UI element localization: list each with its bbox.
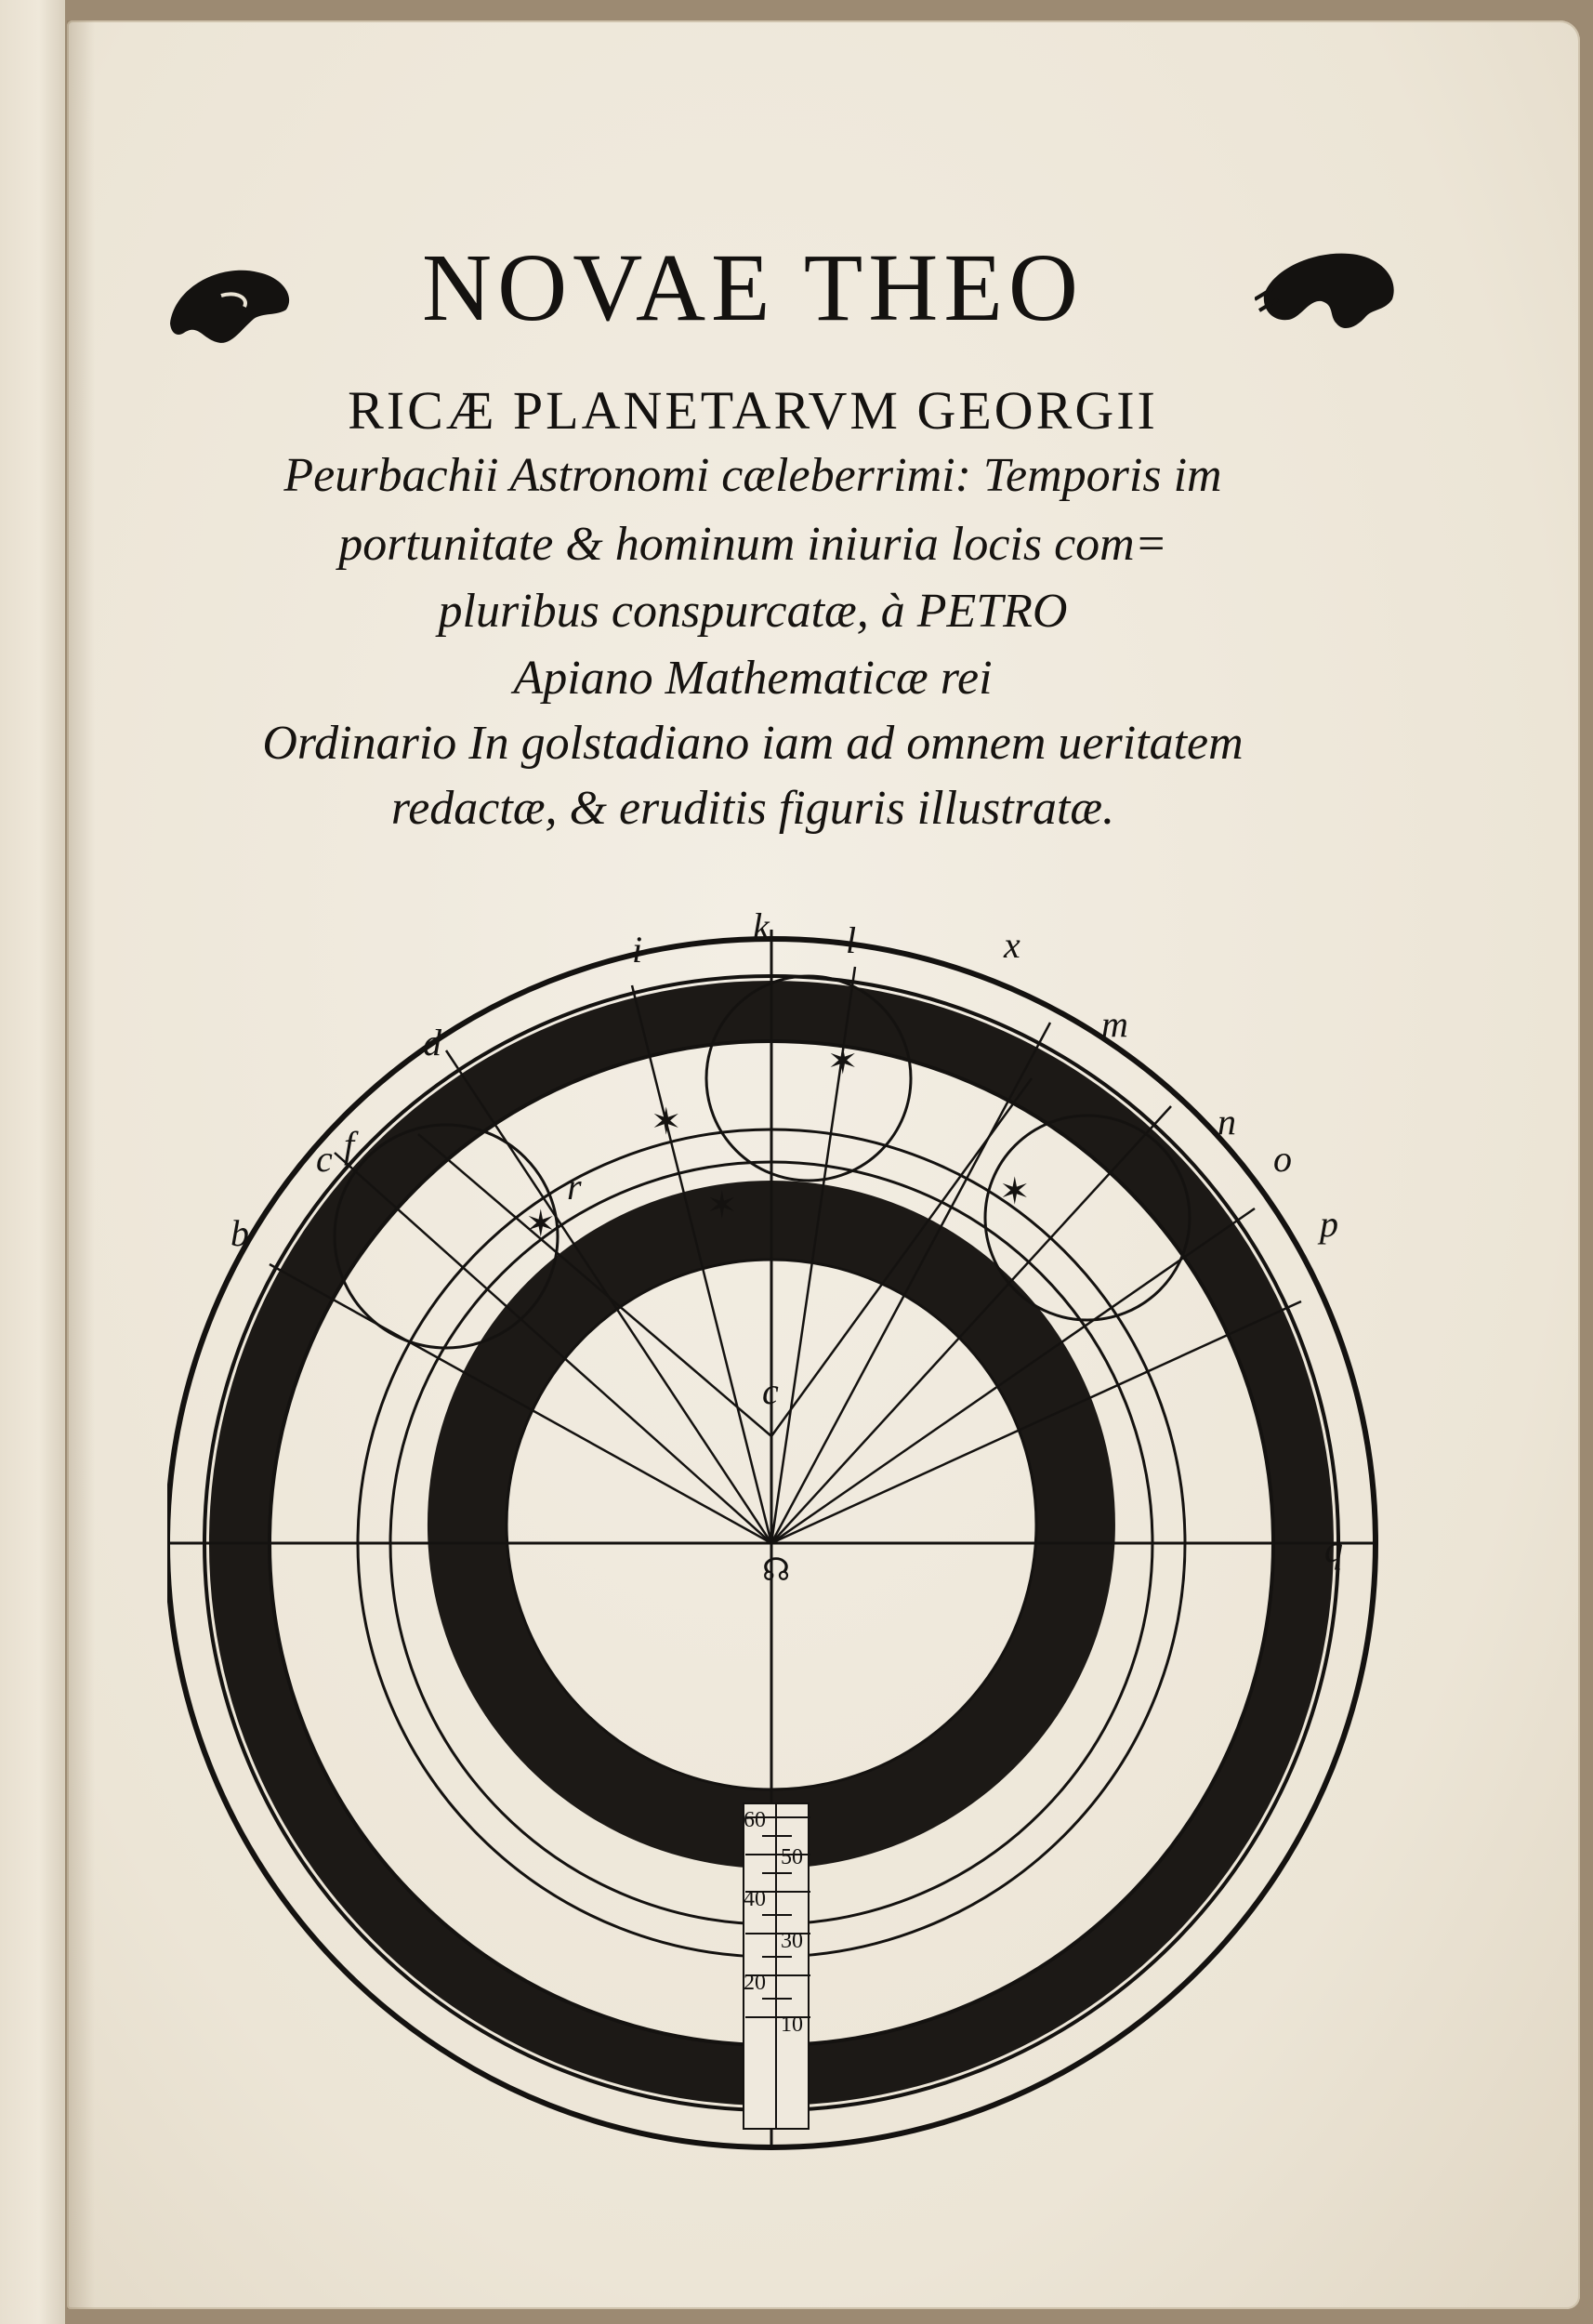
- rim-letter-k: k: [753, 905, 770, 947]
- spine-shadow: [67, 20, 95, 2309]
- scale-20: 20: [744, 1971, 766, 1995]
- scale-10: 10: [781, 2013, 803, 2037]
- title-line-2: RICÆ PLANETARVM GEORGII: [348, 380, 1158, 441]
- svg-text:✶: ✶: [525, 1203, 557, 1246]
- rim-letter-l: l: [846, 919, 857, 961]
- side-letter-q: q: [1324, 1528, 1343, 1570]
- rim-letter-i: i: [632, 929, 643, 971]
- scale-60: 60: [744, 1808, 766, 1832]
- rim-letter-c: c: [316, 1138, 333, 1180]
- rim-letter-f: f: [344, 1124, 355, 1166]
- scale-30: 30: [781, 1929, 803, 1953]
- rim-letter-n: n: [1218, 1101, 1236, 1142]
- planetary-theory-diagram: [167, 892, 1431, 2250]
- title-line-6: Apiano Mathematicæ rei: [513, 652, 993, 705]
- rim-letter-b: b: [230, 1212, 249, 1254]
- title-line-8: redactæ, & eruditis figuris illustratæ.: [390, 782, 1115, 835]
- label-r: r: [567, 1166, 582, 1208]
- svg-text:✶: ✶: [827, 1040, 859, 1083]
- title-line-7: Ordinario In golstadiano iam ad omnem ueritatem: [262, 717, 1244, 770]
- center-label-c: c: [762, 1370, 779, 1412]
- rim-letter-p: p: [1320, 1203, 1338, 1245]
- rim-letter-m: m: [1101, 1003, 1128, 1045]
- scale-50: 50: [781, 1845, 803, 1869]
- title-line-1: NOVAE THEO: [422, 234, 1084, 341]
- center-symbol: ☊: [762, 1552, 791, 1589]
- title-line-3: Peurbachii Astronomi cæleberrimi: Temporis im: [283, 449, 1222, 502]
- svg-text:✶: ✶: [706, 1184, 738, 1227]
- title-line-4: portunitate & hominum iniuria locis com=: [338, 518, 1167, 571]
- svg-text:✶: ✶: [999, 1170, 1031, 1213]
- scale-40: 40: [744, 1887, 766, 1911]
- rim-letter-o: o: [1273, 1138, 1292, 1180]
- rim-letter-d: d: [423, 1022, 441, 1063]
- rim-letter-x: x: [1004, 924, 1020, 966]
- svg-text:✶: ✶: [651, 1101, 682, 1143]
- title-line-5: pluribus conspurcatæ, à PETRO: [438, 585, 1068, 638]
- book-binding: [0, 0, 65, 2324]
